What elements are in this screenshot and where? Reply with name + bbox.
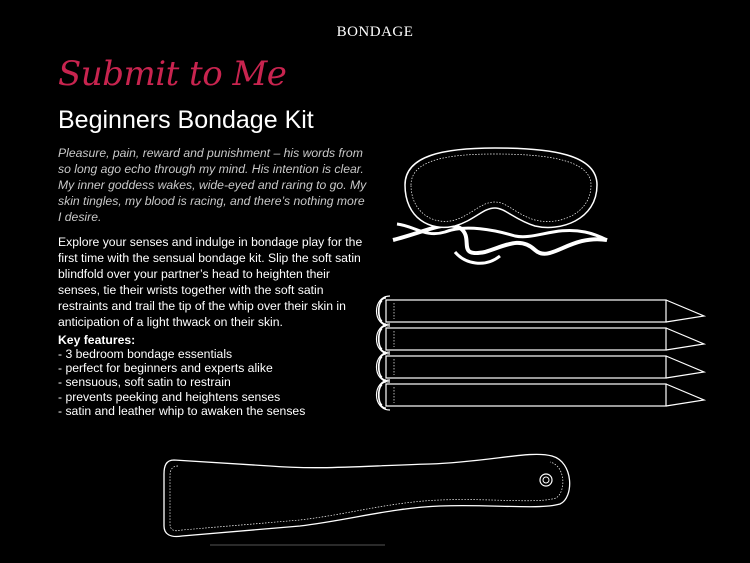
restraint-strap bbox=[377, 324, 705, 354]
product-quote: Pleasure, pain, reward and punishment – his words from so long ago echo through my mind. His intention is clear. My inner goddess wakes, wide-eyed and raring to go. My skin tingles, my blood is racing, and there’s nothing more I desire. bbox=[58, 146, 367, 224]
product-description: Explore your senses and indulge in bondage play for the first time with the sensual bondage kit. Slip the soft satin blindfold over your partner’s head to heighten their senses, tie their wrists together with the soft satin restraints and trail the tip of the whip over their skin in anticipation of a light thwack on their skin. bbox=[58, 235, 363, 329]
feature-item: - 3 bedroom bondage essentials bbox=[58, 347, 233, 361]
features-list bbox=[58, 347, 305, 418]
feature-item: - perfect for beginners and experts alike bbox=[58, 361, 273, 376]
paddle-whip-illustration bbox=[160, 448, 580, 548]
satin-restraints-illustration bbox=[368, 294, 710, 414]
feature-item: - sensuous, soft satin to restrain bbox=[58, 375, 231, 390]
restraint-strap bbox=[377, 296, 705, 326]
product-title: Beginners Bondage Kit bbox=[58, 106, 314, 134]
category-title: BONDAGE bbox=[336, 24, 414, 40]
script-title: Submit to Me bbox=[58, 54, 287, 94]
restraint-strap bbox=[377, 380, 705, 410]
key-features-heading: Key features: bbox=[58, 333, 136, 347]
feature-item: - satin and leather whip to awaken the senses bbox=[58, 403, 306, 418]
feature-item: - prevents peeking and heightens senses bbox=[58, 389, 281, 404]
restraint-strap bbox=[377, 352, 705, 382]
blindfold-illustration bbox=[385, 140, 615, 270]
